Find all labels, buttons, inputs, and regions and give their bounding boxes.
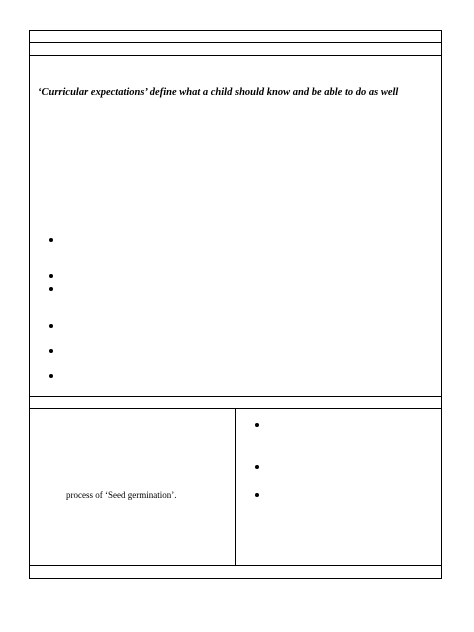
bullet-point [255, 423, 259, 427]
header-row-divider-1 [29, 42, 442, 43]
bottom-row-divider [29, 565, 442, 566]
bullet-point [49, 324, 53, 328]
section-divider [29, 396, 442, 397]
bullet-point [49, 374, 53, 378]
bullet-point [255, 465, 259, 469]
bullet-point [49, 274, 53, 278]
seed-germination-text: process of ‘Seed germination’. [66, 490, 177, 500]
bullet-point [49, 238, 53, 242]
header-row-divider-2 [29, 55, 442, 56]
bullet-point [49, 287, 53, 291]
column-divider [235, 408, 236, 565]
curricular-expectations-heading: ‘Curricular expectations’ define what a child should know and be able to do as well [38, 87, 399, 98]
bullet-point [255, 493, 259, 497]
bullet-point [49, 349, 53, 353]
